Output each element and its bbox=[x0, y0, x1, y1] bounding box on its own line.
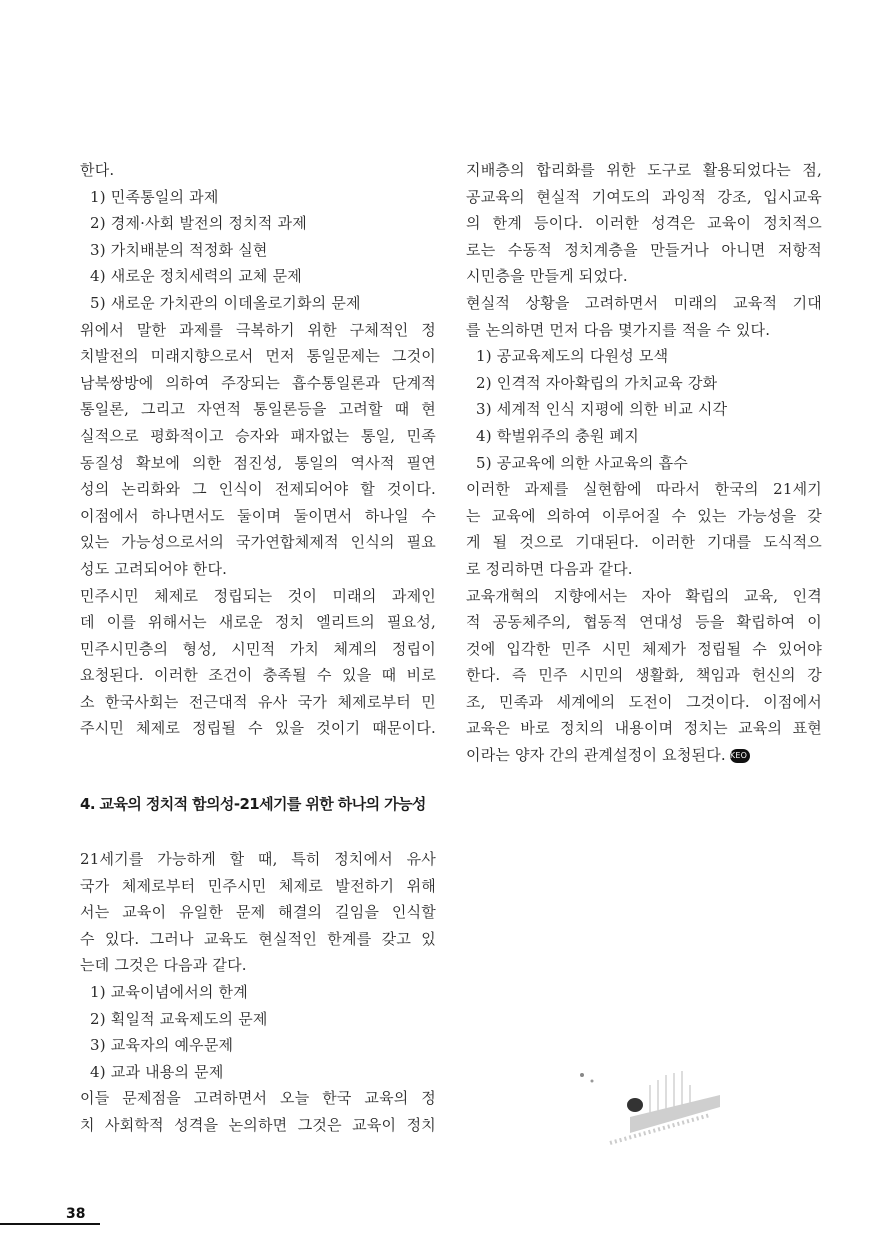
text-line: 소 한국사회는 전근대적 유사 국가 체제로부터 민 bbox=[80, 692, 436, 711]
text-line: 게 될 것으로 기대된다. 이러한 기대를 도식적으 bbox=[466, 533, 822, 552]
text-line: 2) 경제·사회 발전의 정치적 과제 bbox=[90, 214, 307, 233]
text-line: 를 논의하면 먼저 다음 몇가지를 적을 수 있다. bbox=[466, 320, 771, 339]
text-line: 1) 공교육제도의 다원성 모색 bbox=[476, 347, 669, 366]
text-line: 로는 수동적 정치계층을 만들거나 아니면 저항적 bbox=[466, 240, 822, 259]
section-heading: 4. 교육의 정치적 함의성-21세기를 위한 하나의 가능성 bbox=[80, 795, 426, 813]
decorative-figure bbox=[570, 1045, 730, 1150]
page-number: 38 bbox=[66, 1206, 86, 1222]
text-line: 적 공동체주의, 협동적 연대성 등을 확립하여 이 bbox=[466, 613, 822, 632]
text-line: 치 사회학적 성격을 논의하면 그것은 교육이 정치 bbox=[80, 1115, 436, 1134]
text-line: 4) 교과 내용의 문제 bbox=[90, 1062, 224, 1081]
text-line: 이점에서 하나면서도 둘이며 둘이면서 하나일 수 bbox=[80, 506, 436, 525]
text-line: 민주시민층의 형성, 시민적 가치 체계의 정립이 bbox=[80, 639, 436, 658]
text-line: 국가 체제로부터 민주시민 체제로 발전하기 위해 bbox=[80, 876, 436, 895]
text-line: 성의 논리화와 그 인식이 전제되어야 할 것이다. bbox=[80, 480, 436, 499]
text-line: 5) 공교육에 의한 사교육의 흡수 bbox=[476, 453, 688, 472]
text-line: 데 이를 위해서는 새로운 정치 엘리트의 필요성, bbox=[80, 613, 436, 632]
text-line: 실적으로 평화적이고 승자와 패자없는 통일, 민족 bbox=[80, 426, 436, 445]
text-line: 1) 교육이념에서의 한계 bbox=[90, 982, 248, 1001]
text-line: 공교육의 현실적 기여도의 과잉적 강조, 입시교육 bbox=[466, 187, 822, 206]
text-line: 민주시민 체제로 정립되는 것이 미래의 과제인 bbox=[80, 586, 436, 605]
text-line: 주시민 체제로 정립될 수 있을 것이기 때문이다. bbox=[80, 719, 436, 738]
text-line: 수 있다. 그러나 교육도 현실적인 한계를 갖고 있 bbox=[80, 929, 436, 948]
text-line: 4) 학벌위주의 충원 폐지 bbox=[476, 426, 639, 445]
left-column bbox=[80, 157, 436, 742]
text-line: 1) 민족통일의 과제 bbox=[90, 187, 219, 206]
text-line: 지배층의 합리화를 위한 도구로 활용되었다는 점, bbox=[466, 161, 822, 179]
text-line: 2) 인격적 자아확립의 가치교육 강화 bbox=[476, 373, 718, 392]
text-line: 위에서 말한 과제를 극복하기 위한 구체적인 정 bbox=[80, 320, 436, 339]
text-line: 3) 세계적 인식 지평에 의한 비교 시각 bbox=[476, 400, 728, 419]
text-line: 것에 입각한 민주 시민 체제가 정립될 수 있어야 bbox=[466, 639, 822, 658]
text-line: 있는 가능성으로서의 국가연합체제적 인식의 필요 bbox=[80, 533, 436, 552]
text-line: 는 교육에 의하여 이루어질 수 있는 가능성을 갖 bbox=[466, 506, 822, 525]
text-line: 교육개혁의 지향에서는 자아 확립의 교육, 인격 bbox=[466, 586, 822, 605]
text-line: 21세기를 가능하게 할 때, 특히 정치에서 유사 bbox=[80, 850, 436, 868]
page-rule bbox=[0, 1223, 100, 1225]
text-line: 3) 가치배분의 적정화 실현 bbox=[90, 240, 268, 259]
text-line: 5) 새로운 가치관의 이데올로기화의 문제 bbox=[90, 293, 361, 312]
text-line: 교육은 바로 정치의 내용이며 정치는 교육의 표현 bbox=[466, 719, 822, 738]
text-line: 서는 교육이 유일한 문제 해결의 길임을 인식할 bbox=[80, 903, 436, 922]
text-line: 현실적 상황을 고려하면서 미래의 교육적 기대 bbox=[466, 293, 822, 312]
text-line: 이러한 과제를 실현함에 따라서 한국의 21세기 bbox=[466, 480, 822, 499]
text-line: 시민층을 만들게 되었다. bbox=[466, 267, 628, 286]
text-line: 조, 민족과 세계에의 도전이 그것이다. 이점에서 bbox=[466, 692, 822, 711]
text-line: 남북쌍방에 의하여 주장되는 흡수통일론과 단계적 bbox=[80, 373, 436, 392]
text-line: 동질성 확보에 의한 점진성, 통일의 역사적 필연 bbox=[80, 453, 436, 472]
right-column bbox=[466, 157, 822, 769]
text-line: 3) 교육자의 예우문제 bbox=[90, 1036, 234, 1055]
text-line: 한다. bbox=[80, 161, 115, 179]
text-line: 요청된다. 이러한 조건이 충족될 수 있을 때 비로 bbox=[80, 666, 436, 685]
text-line: 한다. 즉 민주 시민의 생활화, 책임과 헌신의 강 bbox=[466, 666, 822, 685]
text-line: 4) 새로운 정치세력의 교체 문제 bbox=[90, 267, 302, 286]
left-column-lower bbox=[80, 846, 436, 1139]
text-line: 로 정리하면 다음과 같다. bbox=[466, 559, 633, 578]
text-line: 이라는 양자 간의 관계설정이 요청된다. KEO bbox=[466, 742, 822, 769]
text-line: 는데 그것은 다음과 같다. bbox=[80, 956, 247, 975]
text-line: 치발전의 미래지향으로서 먼저 통일문제는 그것이 bbox=[80, 347, 436, 366]
text-line: 2) 획일적 교육제도의 문제 bbox=[90, 1009, 268, 1028]
end-mark-icon: KEO bbox=[730, 749, 750, 763]
text-line: 성도 고려되어야 한다. bbox=[80, 559, 228, 578]
text-line: 의 한계 등이다. 이러한 성격은 교육이 정치적으 bbox=[466, 214, 822, 233]
text-line: 이들 문제점을 고려하면서 오늘 한국 교육의 정 bbox=[80, 1089, 436, 1108]
text-line: 통일론, 그리고 자연적 통일론등을 고려할 때 현 bbox=[80, 400, 436, 419]
